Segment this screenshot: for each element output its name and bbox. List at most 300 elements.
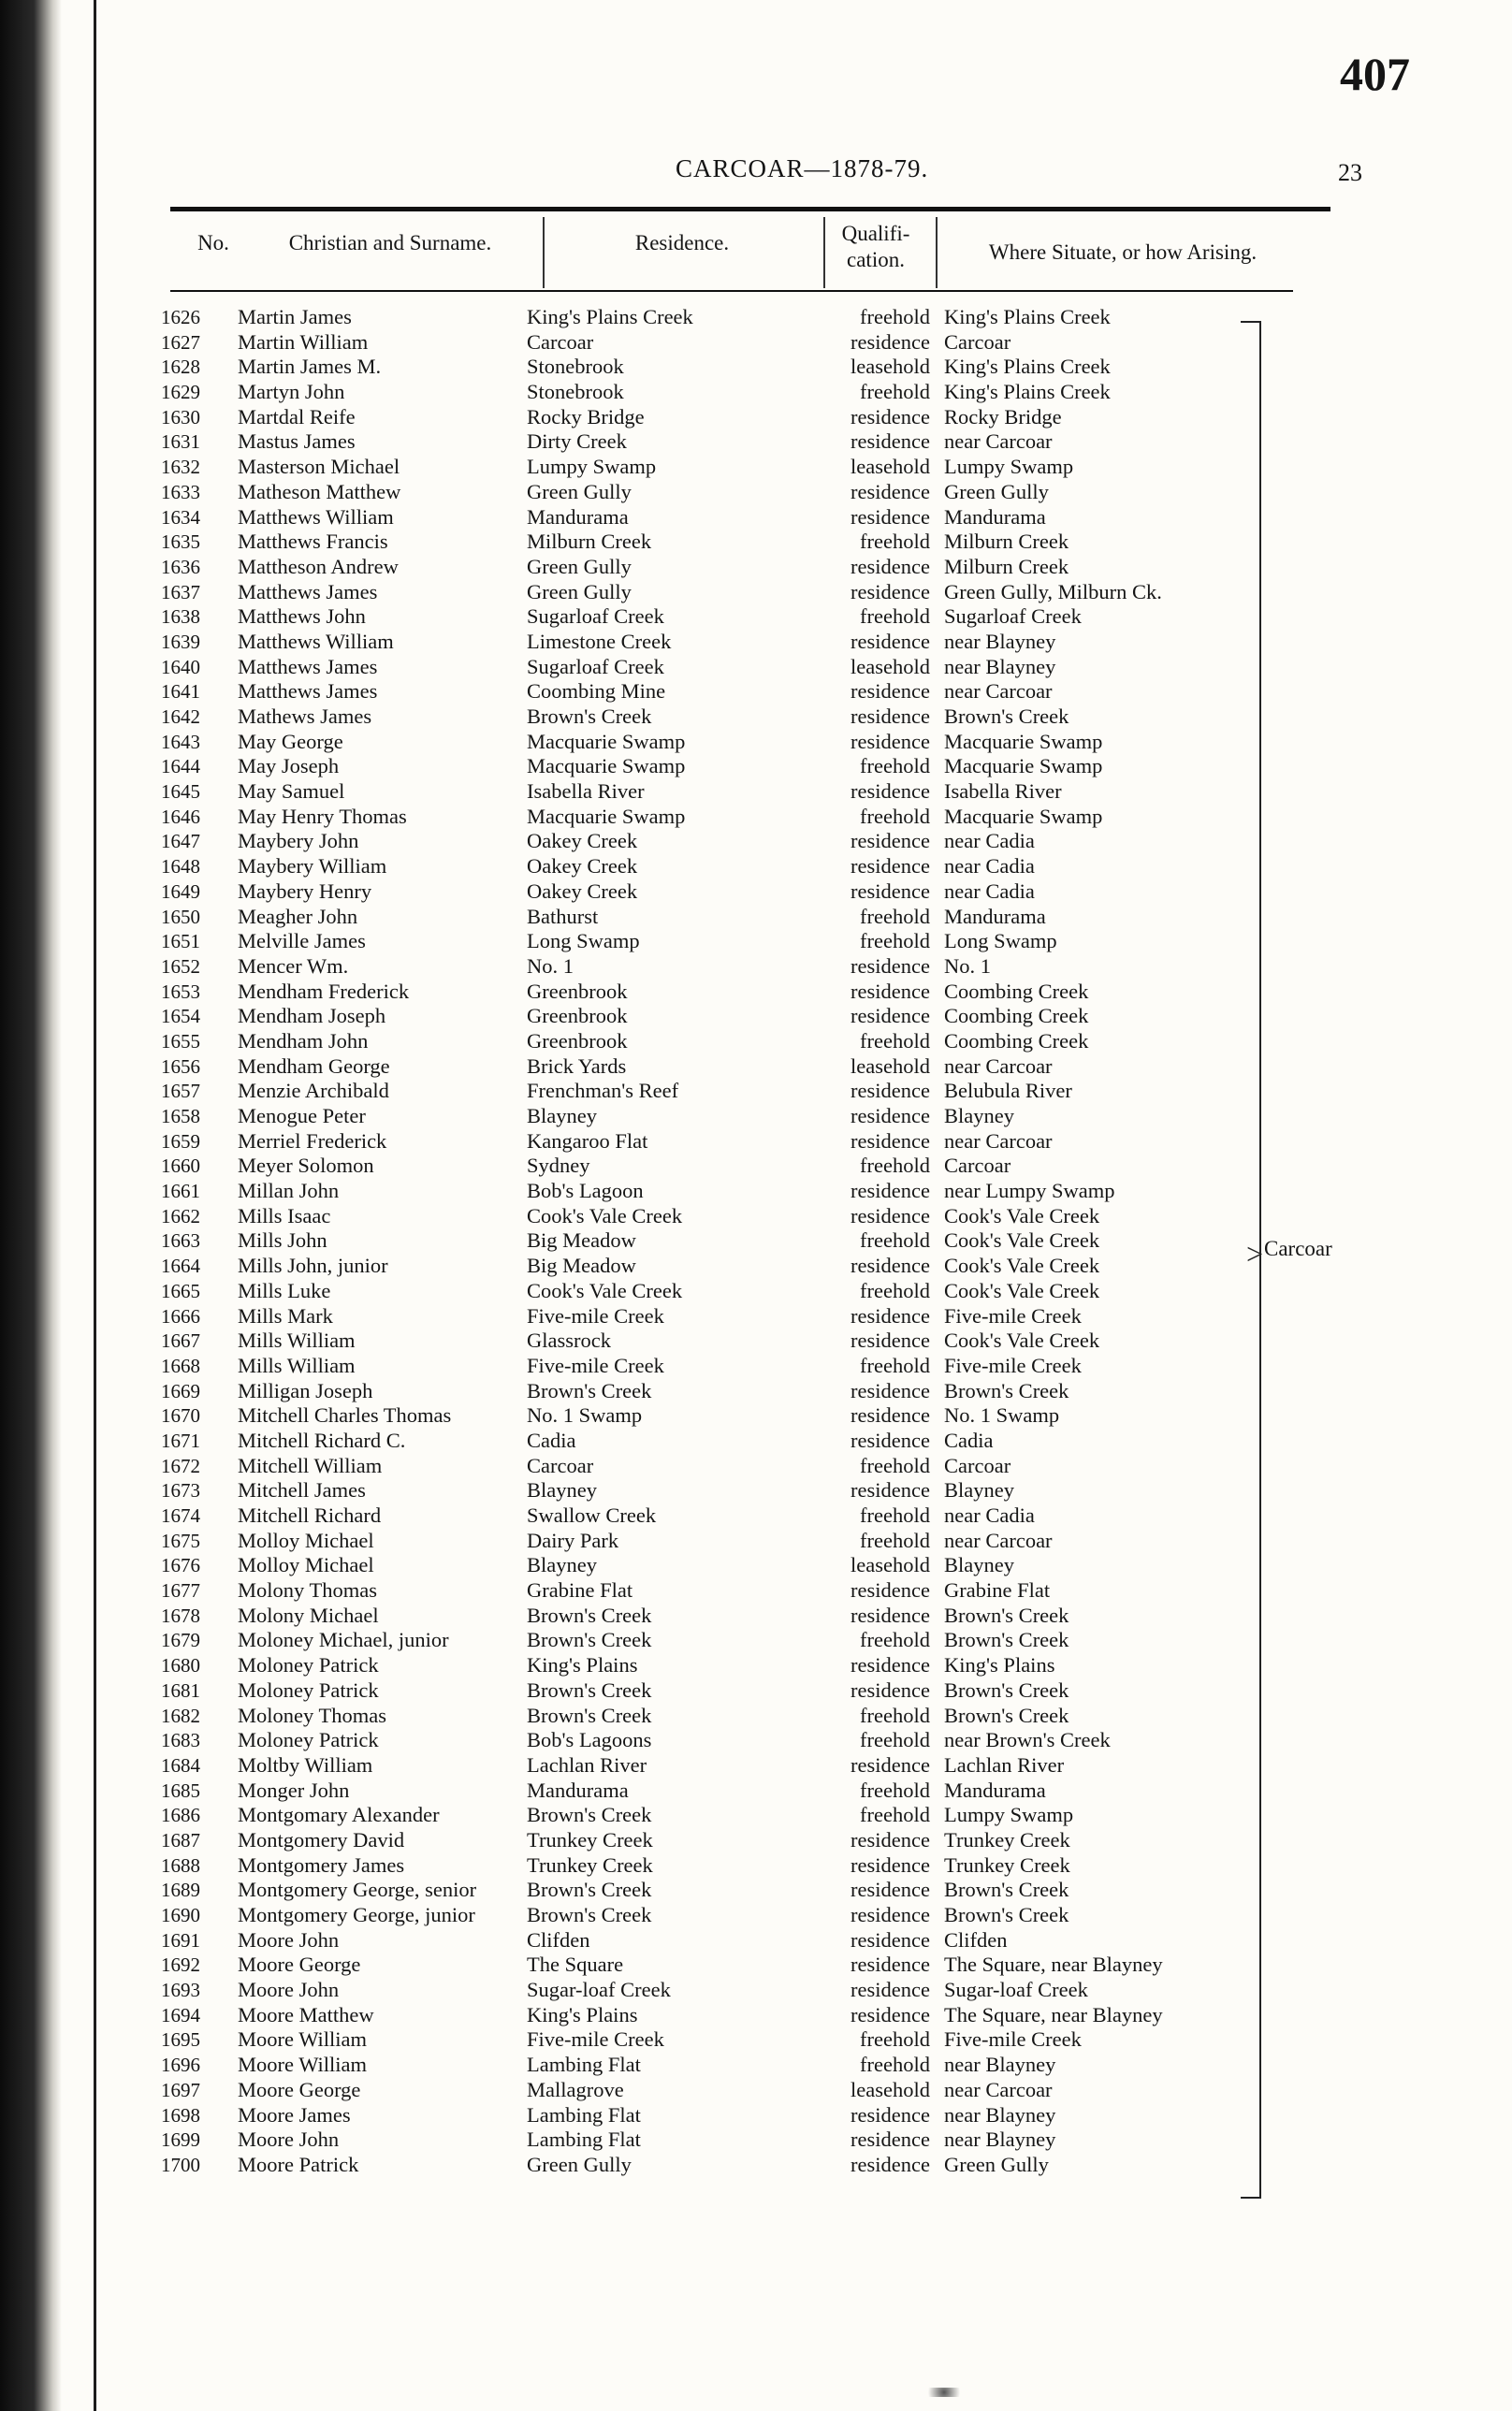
qualification: residence (850, 2102, 930, 2127)
elector-name: Matthews James (238, 654, 378, 678)
residence: Glassrock (527, 1329, 611, 1353)
header-qualification: Qualifi-cation. (841, 222, 910, 271)
residence: Cook's Vale Creek (527, 1278, 683, 1302)
residence: Oakey Creek (527, 879, 638, 903)
table-row (0, 1429, 1512, 1454)
residence: Dairy Park (527, 1528, 619, 1552)
elector-name: Moloney Thomas (238, 1703, 386, 1727)
where-situate: Cook's Vale Creek (944, 1254, 1100, 1278)
row-number: 1663 (161, 1229, 200, 1253)
table-row (0, 1329, 1512, 1354)
where-situate: near Cadia (944, 854, 1035, 879)
table-row (0, 1878, 1512, 1903)
where-situate: Mandurama (944, 904, 1046, 928)
brace-bottom (1241, 2197, 1261, 2199)
qualification: residence (850, 554, 930, 578)
table-row (0, 604, 1512, 630)
where-situate: near Carcoar (944, 2077, 1053, 2101)
qualification: leasehold (850, 654, 930, 678)
row-number: 1646 (161, 805, 200, 828)
qualification: residence (850, 2002, 930, 2026)
qualification: residence (850, 1903, 930, 1926)
where-situate: Lumpy Swamp (944, 1803, 1074, 1827)
table-row (0, 1628, 1512, 1653)
qualification: freehold (860, 929, 930, 953)
where-situate: Brown's Creek (944, 1628, 1069, 1652)
elector-name: Matthews James (238, 679, 378, 704)
elector-name: Matthews Francis (238, 530, 388, 554)
row-number: 1660 (161, 1155, 200, 1178)
qualification: residence (850, 1478, 930, 1503)
residence: Brown's Creek (527, 1603, 652, 1627)
where-situate: Cadia (944, 1428, 994, 1452)
qualification: freehold (860, 1628, 930, 1652)
table-row (0, 1803, 1512, 1828)
row-number: 1700 (161, 2153, 200, 2176)
table-row (0, 1104, 1512, 1129)
row-number: 1682 (161, 1704, 200, 1727)
residence: Stonebrook (527, 380, 624, 404)
elector-name: Monger John (238, 1778, 350, 1802)
row-number: 1689 (161, 1879, 200, 1902)
qualification: residence (850, 729, 930, 753)
qualification: residence (850, 2152, 930, 2176)
elector-name: Martin William (238, 329, 369, 354)
header-divider (823, 217, 825, 288)
brace-point: > (1246, 1237, 1264, 1271)
elector-name: Mitchell Richard (238, 1503, 382, 1527)
table-row (0, 1454, 1512, 1479)
qualification: residence (850, 504, 930, 529)
table-row (0, 2128, 1512, 2153)
where-situate: near Carcoar (944, 1053, 1053, 1078)
table-row (0, 1853, 1512, 1879)
elector-name: Matthews John (238, 604, 366, 629)
elector-name: Martyn John (238, 380, 345, 404)
residence: Five-mile Creek (527, 1303, 664, 1328)
where-situate: No. 1 (944, 953, 991, 978)
residence: Oakey Creek (527, 854, 638, 879)
elector-name: Mills William (238, 1329, 356, 1353)
where-situate: near Blayney (944, 2053, 1056, 2077)
elector-name: Molony Michael (238, 1603, 379, 1627)
table-row (0, 655, 1512, 680)
qualification: residence (850, 979, 930, 1003)
residence: Brick Yards (527, 1053, 627, 1078)
residence: Brown's Creek (527, 1678, 652, 1702)
elector-name: Montgomery George, junior (238, 1903, 475, 1926)
row-number: 1658 (161, 1105, 200, 1127)
table-row (0, 405, 1512, 430)
header-name: Christian and Surname. (288, 231, 492, 254)
where-situate: Brown's Creek (944, 1878, 1069, 1902)
qualification: freehold (860, 305, 930, 328)
qualification: residence (850, 704, 930, 728)
residence: Sydney (527, 1154, 590, 1178)
elector-name: Mills John, junior (238, 1254, 388, 1278)
where-situate: Green Gully (944, 479, 1049, 503)
qualification: leasehold (850, 2077, 930, 2101)
residence: Macquarie Swamp (527, 804, 686, 828)
where-situate: King's Plains Creek (944, 355, 1111, 379)
qualification: residence (850, 879, 930, 903)
residence: Macquarie Swamp (527, 754, 686, 778)
brace-top (1241, 321, 1261, 323)
elector-name: Mills Luke (238, 1278, 331, 1302)
where-situate: near Carcoar (944, 1128, 1053, 1153)
where-situate: Milburn Creek (944, 554, 1069, 578)
where-situate: Brown's Creek (944, 1378, 1069, 1402)
qualification: residence (850, 1203, 930, 1227)
table-row (0, 1204, 1512, 1229)
residence: No. 1 Swamp (527, 1403, 643, 1428)
row-number: 1692 (161, 1953, 200, 1977)
where-situate: King's Plains (944, 1653, 1055, 1678)
residence: Bob's Lagoon (527, 1179, 644, 1203)
row-number: 1670 (161, 1404, 200, 1428)
where-situate: Lumpy Swamp (944, 455, 1074, 479)
qualification: freehold (860, 2027, 930, 2052)
qualification: residence (850, 1978, 930, 2002)
elector-name: Mitchell Richard C. (238, 1428, 406, 1452)
where-situate: Trunkey Creek (944, 1827, 1070, 1852)
table-row (0, 1154, 1512, 1179)
table-row (0, 555, 1512, 580)
table-row (0, 1079, 1512, 1104)
qualification: residence (850, 1079, 930, 1103)
residence: Mallagrove (527, 2077, 624, 2101)
qualification: residence (850, 1428, 930, 1452)
elector-name: Montgomery George, senior (238, 1878, 477, 1902)
elector-name: Montgomary Alexander (238, 1803, 440, 1827)
where-situate: Macquarie Swamp (944, 804, 1103, 828)
residence: The Square (527, 1953, 624, 1977)
row-number: 1696 (161, 2054, 200, 2077)
residence: Green Gully (527, 479, 632, 503)
qualification: freehold (860, 1803, 930, 1827)
table-row (0, 1678, 1512, 1704)
row-number: 1635 (161, 530, 200, 554)
table-row (0, 580, 1512, 605)
where-situate: King's Plains Creek (944, 305, 1111, 328)
elector-name: Mitchell Charles Thomas (238, 1403, 452, 1428)
table-row (0, 1753, 1512, 1779)
table-row (0, 1403, 1512, 1429)
page-number: 407 (1340, 48, 1410, 100)
table-row (0, 854, 1512, 879)
row-number: 1648 (161, 855, 200, 879)
row-number: 1654 (161, 1005, 200, 1028)
row-number: 1664 (161, 1255, 200, 1278)
table-row (0, 1928, 1512, 1953)
residence: King's Plains (527, 2002, 638, 2026)
row-number: 1649 (161, 879, 200, 903)
row-number: 1655 (161, 1029, 200, 1053)
residence: Trunkey Creek (527, 1852, 653, 1877)
elector-name: Mendham John (238, 1028, 369, 1053)
elector-name: Mitchell William (238, 1453, 383, 1477)
qualification: freehold (860, 1778, 930, 1802)
table-row (0, 1728, 1512, 1753)
header-bottom-rule (170, 290, 1293, 292)
row-number: 1666 (161, 1304, 200, 1328)
qualification: residence (850, 1128, 930, 1153)
qualification: freehold (860, 1028, 930, 1053)
where-situate: Brown's Creek (944, 704, 1069, 728)
row-number: 1640 (161, 655, 200, 678)
residence: Coombing Mine (527, 679, 666, 704)
qualification: residence (850, 1603, 930, 1627)
elector-name: Mathews James (238, 704, 372, 728)
elector-name: Montgomery David (238, 1827, 405, 1852)
table-row (0, 355, 1512, 380)
table-row (0, 829, 1512, 854)
row-number: 1641 (161, 680, 200, 704)
table-row (0, 1054, 1512, 1080)
where-situate: Brown's Creek (944, 1678, 1069, 1702)
page-sub-number: 23 (1338, 159, 1362, 186)
table-row (0, 1304, 1512, 1329)
table-row (0, 530, 1512, 555)
qualification: leasehold (850, 1053, 930, 1078)
row-number: 1643 (161, 730, 200, 753)
table-row (0, 1978, 1512, 2003)
where-situate: near Cadia (944, 829, 1035, 853)
residence: Greenbrook (527, 1028, 628, 1053)
residence: Stonebrook (527, 355, 624, 379)
table-row (0, 1354, 1512, 1379)
qualification: freehold (860, 904, 930, 928)
qualification: residence (850, 1004, 930, 1028)
elector-name: Moore John (238, 1978, 340, 2002)
row-number: 1699 (161, 2128, 200, 2152)
row-number: 1650 (161, 905, 200, 928)
where-situate: near Brown's Creek (944, 1728, 1111, 1752)
row-number: 1626 (161, 306, 200, 328)
elector-name: Meagher John (238, 904, 358, 928)
qualification: freehold (860, 1453, 930, 1477)
elector-name: Milligan Joseph (238, 1378, 373, 1402)
row-number: 1667 (161, 1329, 200, 1353)
row-number: 1685 (161, 1779, 200, 1802)
table-row (0, 480, 1512, 505)
row-number: 1629 (161, 381, 200, 404)
residence: Green Gully (527, 2152, 632, 2176)
row-number: 1683 (161, 1729, 200, 1752)
table-row (0, 805, 1512, 830)
residence: Blayney (527, 1553, 597, 1577)
qualification: leasehold (850, 355, 930, 379)
where-situate: near Carcoar (944, 1528, 1053, 1552)
table-row (0, 1029, 1512, 1054)
row-number: 1671 (161, 1429, 200, 1452)
residence: Sugarloaf Creek (527, 604, 664, 629)
row-number: 1690 (161, 1904, 200, 1926)
table-row (0, 1653, 1512, 1678)
table-row (0, 1004, 1512, 1029)
elector-name: Moltby William (238, 1752, 373, 1777)
where-situate: Carcoar (944, 1453, 1011, 1477)
residence: Bathurst (527, 904, 599, 928)
elector-name: Matthews William (238, 629, 394, 653)
residence: Frenchman's Reef (527, 1079, 679, 1103)
table-row (0, 1529, 1512, 1554)
qualification: freehold (860, 1154, 930, 1178)
elector-name: Menzie Archibald (238, 1079, 389, 1103)
table-row (0, 1553, 1512, 1578)
table-row (0, 905, 1512, 930)
elector-name: Maybery Henry (238, 879, 372, 903)
elector-name: Martin James (238, 305, 352, 328)
table-row (0, 2103, 1512, 2128)
table-row (0, 1179, 1512, 1204)
row-number: 1628 (161, 356, 200, 379)
residence: Brown's Creek (527, 704, 652, 728)
residence: Oakey Creek (527, 829, 638, 853)
table-row (0, 505, 1512, 530)
table-row (0, 2078, 1512, 2103)
row-number: 1679 (161, 1629, 200, 1652)
residence: Bob's Lagoons (527, 1728, 652, 1752)
table-row (0, 1129, 1512, 1155)
row-number: 1676 (161, 1554, 200, 1577)
row-number: 1686 (161, 1804, 200, 1827)
where-situate: Macquarie Swamp (944, 754, 1103, 778)
where-situate: Milburn Creek (944, 530, 1069, 554)
district-label: Carcoar (1264, 1237, 1332, 1260)
where-situate: near Blayney (944, 2102, 1056, 2127)
residence: Kangaroo Flat (527, 1128, 648, 1153)
row-number: 1695 (161, 2028, 200, 2052)
row-number: 1698 (161, 2103, 200, 2127)
residence: Green Gully (527, 554, 632, 578)
table-row (0, 1478, 1512, 1503)
table-row (0, 630, 1512, 655)
elector-name: May Joseph (238, 754, 340, 778)
elector-name: Melville James (238, 929, 366, 953)
row-number: 1651 (161, 930, 200, 953)
table-row (0, 305, 1512, 330)
residence: Carcoar (527, 1453, 594, 1477)
elector-name: Mills William (238, 1353, 356, 1377)
elector-name: Mendham Joseph (238, 1004, 386, 1028)
row-number: 1659 (161, 1129, 200, 1153)
where-situate: Coombing Creek (944, 1004, 1089, 1028)
where-situate: Green Gully (944, 2152, 1049, 2176)
qualification: residence (850, 779, 930, 804)
row-number: 1697 (161, 2078, 200, 2101)
elector-name: Molloy Michael (238, 1553, 374, 1577)
residence: King's Plains (527, 1653, 638, 1678)
table-row (0, 2027, 1512, 2053)
row-number: 1688 (161, 1853, 200, 1877)
qualification: residence (850, 953, 930, 978)
qualification: residence (850, 2128, 930, 2152)
residence: Blayney (527, 1104, 597, 1127)
qualification: freehold (860, 604, 930, 629)
residence: Brown's Creek (527, 1903, 652, 1926)
elector-name: Merriel Frederick (238, 1128, 387, 1153)
qualification: freehold (860, 380, 930, 404)
elector-name: Moloney Michael, junior (238, 1628, 449, 1652)
residence: Brown's Creek (527, 1803, 652, 1827)
row-number: 1638 (161, 605, 200, 629)
elector-name: Moore William (238, 2027, 368, 2052)
qualification: freehold (860, 1503, 930, 1527)
header-residence: Residence. (634, 231, 730, 254)
where-situate: Clifden (944, 1927, 1008, 1952)
elector-name: Molony Thomas (238, 1578, 377, 1603)
where-situate: No. 1 Swamp (944, 1403, 1060, 1428)
residence: Milburn Creek (527, 530, 652, 554)
elector-name: Martin James M. (238, 355, 382, 379)
qualification: residence (850, 429, 930, 454)
where-situate: Carcoar (944, 1154, 1011, 1178)
qualification: residence (850, 1752, 930, 1777)
row-number: 1674 (161, 1504, 200, 1527)
qualification: residence (850, 1953, 930, 1977)
table-row (0, 1279, 1512, 1304)
elector-name: Mills Mark (238, 1303, 333, 1328)
qualification: residence (850, 1653, 930, 1678)
qualification: residence (850, 1852, 930, 1877)
residence: Green Gully (527, 579, 632, 603)
elector-name: May Samuel (238, 779, 345, 804)
elector-name: Mitchell James (238, 1478, 366, 1503)
qualification: residence (850, 1303, 930, 1328)
row-number: 1691 (161, 1928, 200, 1952)
row-number: 1675 (161, 1529, 200, 1552)
qualification: residence (850, 1329, 930, 1353)
where-situate: Cook's Vale Creek (944, 1278, 1100, 1302)
residence: Greenbrook (527, 1004, 628, 1028)
qualification: freehold (860, 804, 930, 828)
where-situate: near Carcoar (944, 679, 1053, 704)
elector-name: Moloney Patrick (238, 1728, 379, 1752)
residence: Sugarloaf Creek (527, 654, 664, 678)
row-number: 1632 (161, 456, 200, 479)
elector-name: Moore George (238, 1953, 361, 1977)
elector-name: Montgomery James (238, 1852, 405, 1877)
row-number: 1662 (161, 1204, 200, 1227)
residence: Carcoar (527, 329, 594, 354)
residence: Mandurama (527, 1778, 629, 1802)
qualification: freehold (860, 1353, 930, 1377)
elector-name: Moore Matthew (238, 2002, 374, 2026)
table-row (0, 954, 1512, 980)
elector-name: Mendham Frederick (238, 979, 410, 1003)
qualification: freehold (860, 1728, 930, 1752)
elector-name: Millan John (238, 1179, 340, 1203)
row-number: 1668 (161, 1354, 200, 1377)
elector-name: May Henry Thomas (238, 804, 407, 828)
where-situate: Five-mile Creek (944, 2027, 1082, 2052)
row-number: 1630 (161, 405, 200, 428)
qualification: freehold (860, 530, 930, 554)
where-situate: Brown's Creek (944, 1703, 1069, 1727)
residence: Long Swamp (527, 929, 640, 953)
where-situate: near Carcoar (944, 429, 1053, 454)
where-situate: Blayney (944, 1553, 1014, 1577)
where-situate: The Square, near Blayney (944, 1953, 1163, 1977)
residence: Lambing Flat (527, 2128, 641, 2152)
qualification: residence (850, 629, 930, 653)
residence: No. 1 (527, 953, 574, 978)
print-smudge (922, 2388, 967, 2397)
qualification: freehold (860, 1278, 930, 1302)
elector-name: Mattheson Andrew (238, 554, 399, 578)
where-situate: King's Plains Creek (944, 380, 1111, 404)
